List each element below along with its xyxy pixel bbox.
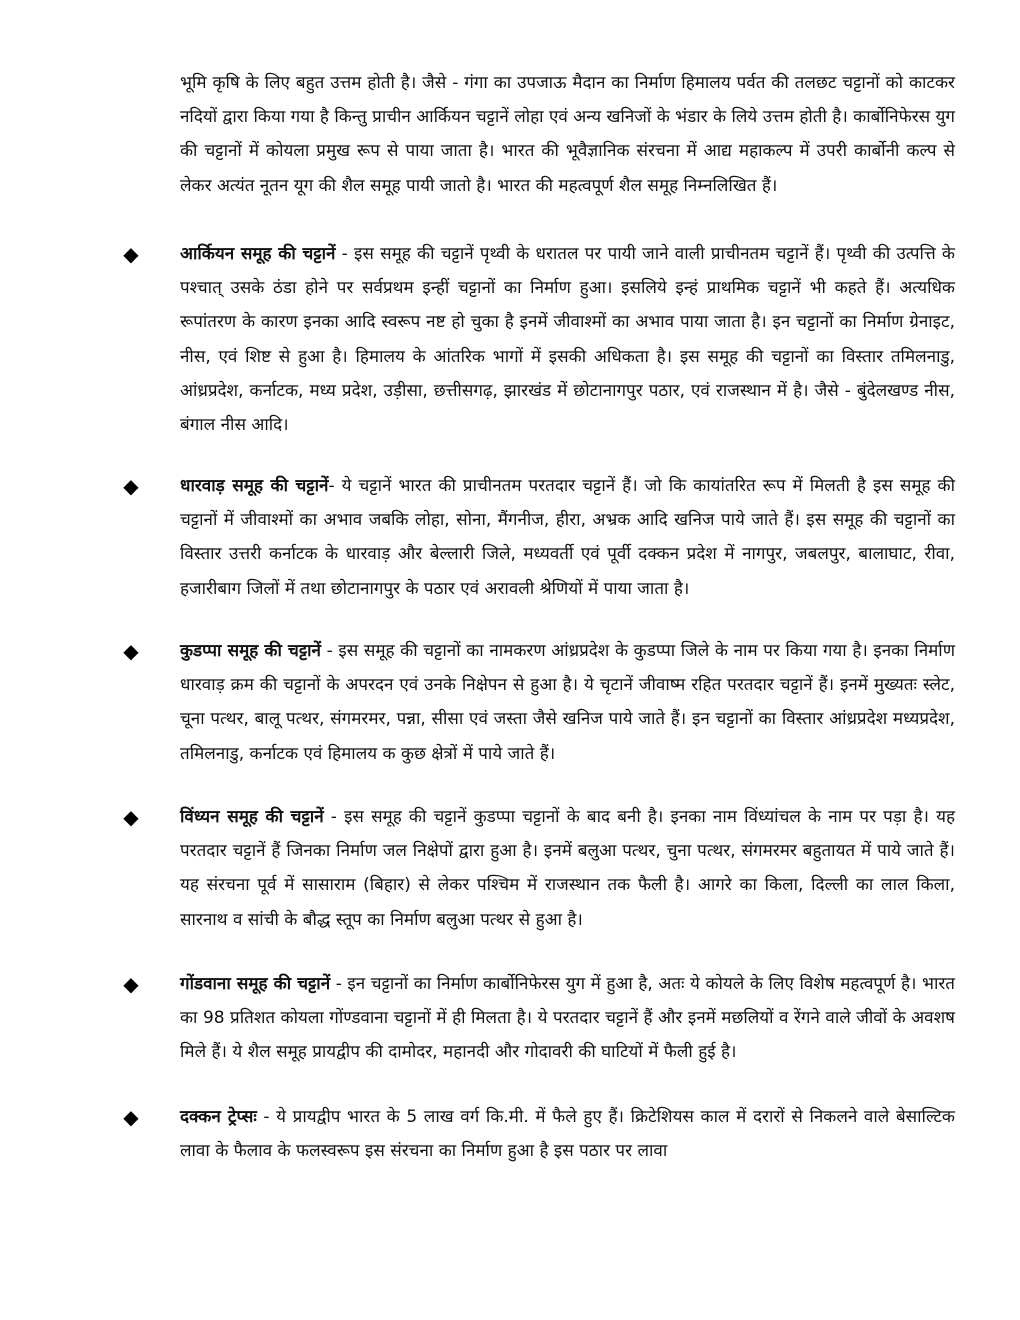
section-heading: दक्कन ट्रेप्सः [180, 1107, 257, 1127]
section-deccan-traps [123, 1100, 955, 1168]
section-text: - ये प्रायद्वीप भारत के 5 लाख वर्ग कि.मी. में फैले हुए हैं। क्रिटेशियस काल में दरारों से निकलने वाले बेसाल्टिक लावा के फैलाव के फलस्वरूप इस संरचना का निर्माण हुआ है इस पठार पर लावा [180, 1107, 955, 1162]
diamond-bullet-icon: ◆ [123, 473, 139, 498]
section-text: - इन चट्टानों का निर्माण कार्बोनिफेरस युग में हुआ है, अतः ये कोयले के लिए विशेष महत्वपूर्ण है। भारत का 98 प्रतिशत कोयला गोंण्डवाना चट्टानों में ही मिलता है। ये परतदार चट्टानें हैं और इनमें मछलियों व रेंगने वाले जीवों के अवशष मिले हैं। ये शैल समूह प्रायद्वीप की दामोदर, महानदी और गोदावरी की घाटियों में फैली हुई है। [180, 974, 955, 1063]
intro-paragraph: भूमि कृषि के लिए बहुत उत्तम होती है। जैसे - गंगा का उपजाऊ मैदान का निर्माण हिमालय पर्वत की तलछट चट्टानों को काटकर नदियों द्वारा किया गया है किन्तु प्राचीन आर्कियन चट्टानें लोहा एवं अन्य खनिजों के भंडार के लिये उत्तम होती है। कार्बोनिफेरस युग की चट्टानों में कोयला प्रमुख रूप से पाया जाता है। भारत की भूवैज्ञानिक संरचना में आद्य महाकल्प में उपरी कार्बोनी कल्प से लेकर अत्यंत नूतन यूग की शैल समूह पायी जातो है। भारत की महत्वपूर्ण शैल समूह निम्नलिखित हैं। [180, 73, 955, 196]
section-heading: धारवाड़ समूह की चट्टानें [180, 476, 329, 496]
diamond-bullet-icon: ◆ [123, 241, 139, 266]
section-heading: कुडप्पा समूह की चट्टानें [180, 641, 321, 661]
section-vindhyan-rocks [123, 800, 955, 937]
section-dharwar-rocks [123, 469, 955, 606]
section-text: - ये चट्टानें भारत की प्राचीनतम परतदार चट्टानें हैं। जो कि कायांतरित रूप में मिलती है इस समूह की चट्टानों में जीवाश्मों का अभाव जबकि लोहा, सोना, मैंगनीज, हीरा, अभ्रक आदि खनिज पाये जाते हैं। इस समूह की चट्टानों का विस्तार उत्तरी कर्नाटक के धारवाड़ और बेल्लारी जिले, मध्यवर्ती एवं पूर्वी दक्कन प्रदेश में नागपुर, जबलपुर, बालाघाट, रीवा, हजारीबाग जिलों में तथा छोटानागपुर के पठार एवं अरावली श्रेणियों में पाया जाता है। [180, 476, 955, 599]
section-archean-rocks [123, 237, 955, 442]
diamond-bullet-icon: ◆ [123, 804, 139, 829]
section-gondwana-rocks [123, 967, 955, 1070]
section-heading: आर्कियन समूह की चट्टानें [180, 244, 336, 264]
diamond-bullet-icon: ◆ [123, 1104, 139, 1129]
section-heading: गोंडवाना समूह की चट्टानें [180, 974, 331, 994]
section-cuddapah-rocks [123, 634, 955, 771]
section-text: - इस समूह की चट्टानों का नामकरण आंध्रप्रदेश के कुडप्पा जिले के नाम पर किया गया है। इनका निर्माण धारवाड़ क्रम की चट्टानों के अपरदन एवं उनके निक्षेपन से हुआ है। ये चृटानें जीवाष्म रहित परतदार चट्टानें हैं। इनमें मुख्यतः स्लेट, चूना पत्थर, बालू पत्थर, संगमरमर, पन्ना, सीसा एवं जस्ता जैसे खनिज पाये जाते हैं। इन चट्टानों का विस्तार आंध्रप्रदेश मध्यप्रदेश, तमिलनाडु, कर्नाटक एवं हिमालय क कुछ क्षेत्रों में पाये जाते हैं। [180, 641, 955, 764]
diamond-bullet-icon: ◆ [123, 971, 139, 996]
diamond-bullet-icon: ◆ [123, 638, 139, 663]
section-text: - इस समूह की चट्टानें पृथ्वी के धरातल पर पायी जाने वाली प्राचीनतम चट्टानें हैं। पृथ्वी की उत्पत्ति के पश्चात् उसके ठंडा होने पर सर्वप्रथम इन्हीं चट्टानों का निर्माण हुआ। इसलिये इन्हं प्राथमिक चट्टानें भी कहते हैं। अत्यधिक रूपांतरण के कारण इनका आदि स्वरूप नष्ट हो चुका है इनमें जीवाश्मों का अभाव पाया जाता है। इन चट्टानों का निर्माण ग्रेनाइट, नीस, एवं शिष्ट से हुआ है। हिमालय के आंतरिक भागों में इसकी अधिकता है। इस समूह की चट्टानों का विस्तार तमिलनाडु, आंध्रप्रदेश, कर्नाटक, मध्य प्रदेश, उड़ीसा, छत्तीसगढ़, झारखंड में छोटानागपुर पठार, एवं राजस्थान में है। जैसे - बुंदेलखण्ड नीस, बंगाल नीस आदि। [180, 244, 955, 436]
section-heading: विंध्यन समूह की चट्टानें [180, 807, 324, 827]
section-text: - इस समूह की चट्टानें कुडप्पा चट्टानों के बाद बनी है। इनका नाम विंध्यांचल के नाम पर पड़ा है। यह परतदार चट्टानें हैं जिनका निर्माण जल निक्षेपों द्वारा हुआ है। इनमें बलुआ पत्थर, चुना पत्थर, संगमरमर बहुतायत में पाये जाते हैं। यह संरचना पूर्व में सासाराम (बिहार) से लेकर पश्चिम में राजस्थान तक फैली है। आगरे का किला, दिल्ली का लाल किला, सारनाथ व सांची के बौद्ध स्तूप का निर्माण बलुआ पत्थर से हुआ है। [180, 807, 955, 930]
